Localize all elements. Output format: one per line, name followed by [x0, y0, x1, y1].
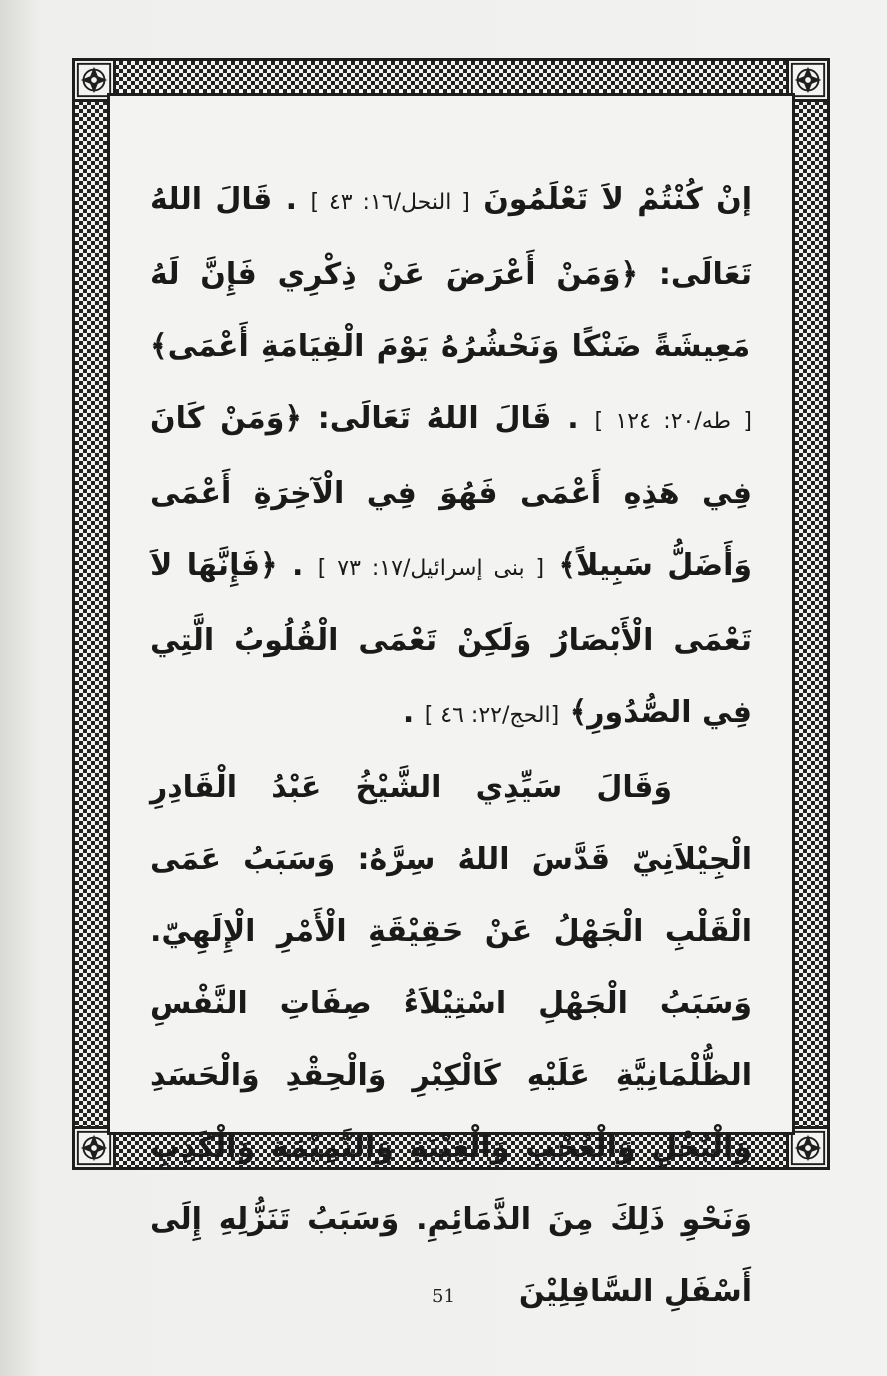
text-segment: إنْ كُنْتُمْ لاَ تَعْلَمُونَ — [469, 182, 752, 217]
text-segment: . قَالَ اللهُ تَعَالَى: ﴿وَمَنْ كَانَ فِي هَذِهِ أَعْمَى فَهُوَ فِي الْآخِرَةِ أَعْمَى وَأَضَلُّ سَبِيلاً﴾ — [150, 401, 752, 583]
page-number: 51 — [432, 1286, 455, 1307]
citation-reference: [الحج/٢٢: ٤٦ ] — [424, 703, 560, 728]
body-text — [150, 164, 752, 1328]
text-segment: . قَالَ اللهُ تَعَالَى: ﴿وَمَنْ أَعْرَضَ عَنْ ذِكْرِي فَإِنَّ لَهُ مَعِيشَةً ضَنْكًا وَنَحْشُرُهُ يَوْمَ الْقِيَامَةِ أَعْمَى﴾ — [150, 182, 752, 364]
citation-reference: [ النحل/١٦: ٤٣ ] — [310, 190, 470, 215]
text-segment: . ﴿فَإِنَّهَا لاَ تَعْمَى الْأَبْصَارُ وَلَكِنْ تَعْمَى الْقُلُوبُ الَّتِي فِي الصُّدُورِ﴾ — [150, 548, 752, 730]
paragraph-quran-citations — [150, 164, 752, 752]
citation-reference: [ طه/٢٠: ١٢٤ ] — [594, 409, 753, 434]
paragraph-sheikh-quote: وَقَالَ سَيِّدِي الشَّيْخُ عَبْدُ الْقَادِرِ الْجِيْلاَنِيّ قَدَّسَ اللهُ سِرَّهُ: وَسَبَبُ عَمَى الْقَلْبِ الْجَهْلُ عَنْ حَقِيْقَةِ الْأَمْرِ الْإِلَهِيّ. وَسَبَبُ الْجَهْلِ اسْتِيْلاَءُ صِفَاتِ النَّفْسِ الظُّلْمَانِيَّةِ عَلَيْهِ كَالْكِبْرِ وَالْحِقْدِ وَالْحَسَدِ وَالْبُخْلِ وَالْعُجْبِ وَالْغِيْبَةِ وَالنَّمِيْمَةِ وَالْكَذِبِ وَنَحْوِ ذَلِكَ مِنَ الذَّمَائِمِ. وَسَبَبُ تَنَزُّلِهِ إِلَى أَسْفَلِ السَّافِلِيْنَ — [150, 770, 752, 1309]
citation-reference: [ بنى إسرائيل/١٧: ٧٣ ] — [317, 556, 545, 581]
text-segment: . — [402, 695, 415, 730]
